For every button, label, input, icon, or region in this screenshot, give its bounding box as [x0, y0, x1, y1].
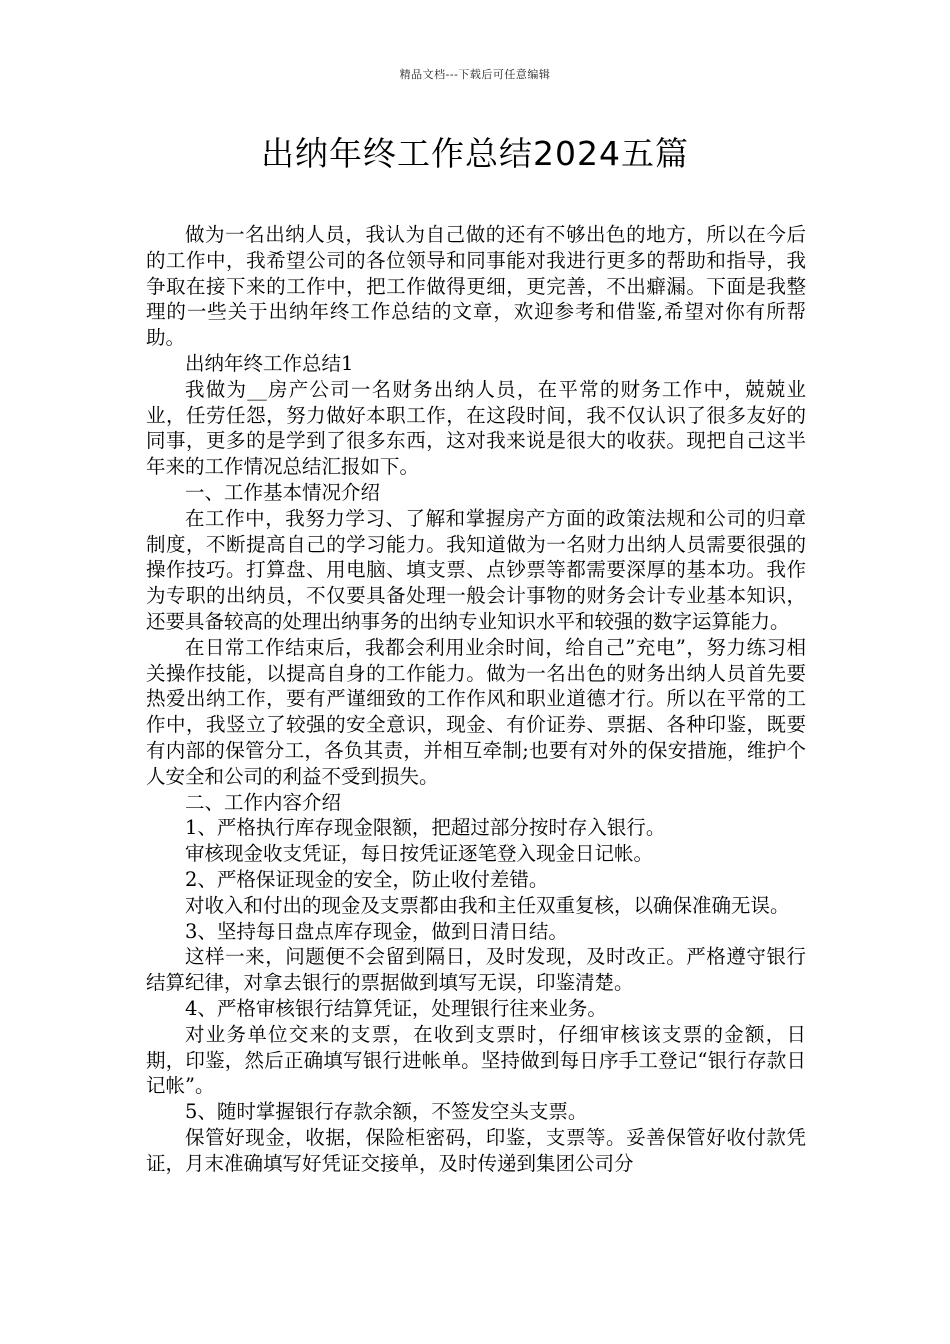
- list-item: 2、严格保证现金的安全，防止收付差错。: [185, 867, 549, 891]
- document-body: [146, 222, 806, 1176]
- list-item: 4、严格审核银行结算凭证，处理银行往来业务。: [185, 996, 607, 1020]
- paragraph: 在工作中，我努力学习、了解和掌握房产方面的政策法规和公司的归章制度，不断提高自己的学习能力。我知道做为一名财力出纳人员需要很强的操作技巧。打算盘、用电脑、填支票、点钞票等都需要深厚的基本功。我作为专职的出纳员，不仅要具备处理一般会计事物的财务会计专业基本知识，还要具备较高的处理出纳事务的出纳专业知识水平和较强的数字运算能力。: [146, 506, 806, 633]
- section-heading: 出纳年终工作总结1: [185, 351, 354, 375]
- list-item: 3、坚持每日盘点库存现金，做到日清日结。: [185, 919, 568, 943]
- header-note: 精品文档---下载后可任意编辑: [399, 68, 551, 81]
- paragraph: 对业务单位交来的支票，在收到支票时，仔细审核该支票的金额，日期，印鉴，然后正确填写银行进帐单。坚持做到每日序手工登记“银行存款日记帐”。: [146, 1022, 806, 1098]
- section-heading: 一、工作基本情况介绍: [185, 480, 381, 504]
- list-item: 1、严格执行库存现金限额，把超过部分按时存入银行。: [185, 816, 666, 840]
- paragraph: 我做为__房产公司一名财务出纳人员，在平常的财务工作中，兢兢业业，任劳任怨，努力做好本职工作，在这段时间，我不仅认识了很多友好的同事，更多的是学到了很多东西，这对我来说是很大的收获。现把自己这半年来的工作情况总结汇报如下。: [146, 377, 806, 479]
- paragraph: 保管好现金，收据，保险柜密码，印鉴，支票等。妥善保管好收付款凭证，月末准确填写好凭证交接单，及时传递到集团公司分: [146, 1125, 806, 1175]
- paragraph: 审核现金收支凭证，每日按凭证逐笔登入现金日记帐。: [185, 842, 654, 866]
- paragraph: 在日常工作结束后，我都会利用业余时间，给自己”充电”，努力练习相关操作技能，以提高自身的工作能力。做为一名出色的财务出纳人员首先要热爱出纳工作，要有严谨细致的工作作风和职业道德才行。所以在平常的工作中，我竖立了较强的安全意识，现金、有价证券、票据、各种印鉴，既要有内部的保管分工，各负其责，并相互牵制;也要有对外的保安措施，维护个人安全和公司的利益不受到损失。: [146, 635, 806, 788]
- document-title: 出纳年终工作总结2024五篇: [261, 134, 689, 173]
- paragraph: 这样一来，问题便不会留到隔日，及时发现，及时改正。严格遵守银行结算纪律，对拿去银行的票据做到填写无误，印鉴清楚。: [146, 945, 806, 995]
- paragraph: 做为一名出纳人员，我认为自己做的还有不够出色的地方，所以在今后的工作中，我希望公司的各位领导和同事能对我进行更多的帮助和指导，我争取在接下来的工作中，把工作做得更细，更完善，不出癖漏。下面是我整理的一些关于出纳年终工作总结的文章，欢迎参考和借鉴,希望对你有所帮助。: [146, 223, 806, 350]
- section-heading: 二、工作内容介绍: [185, 790, 342, 814]
- list-item: 5、随时掌握银行存款余额，不签发空头支票。: [185, 1100, 588, 1124]
- paragraph: 对收入和付出的现金及支票都由我和主任双重复核，以确保准确无误。: [185, 893, 790, 917]
